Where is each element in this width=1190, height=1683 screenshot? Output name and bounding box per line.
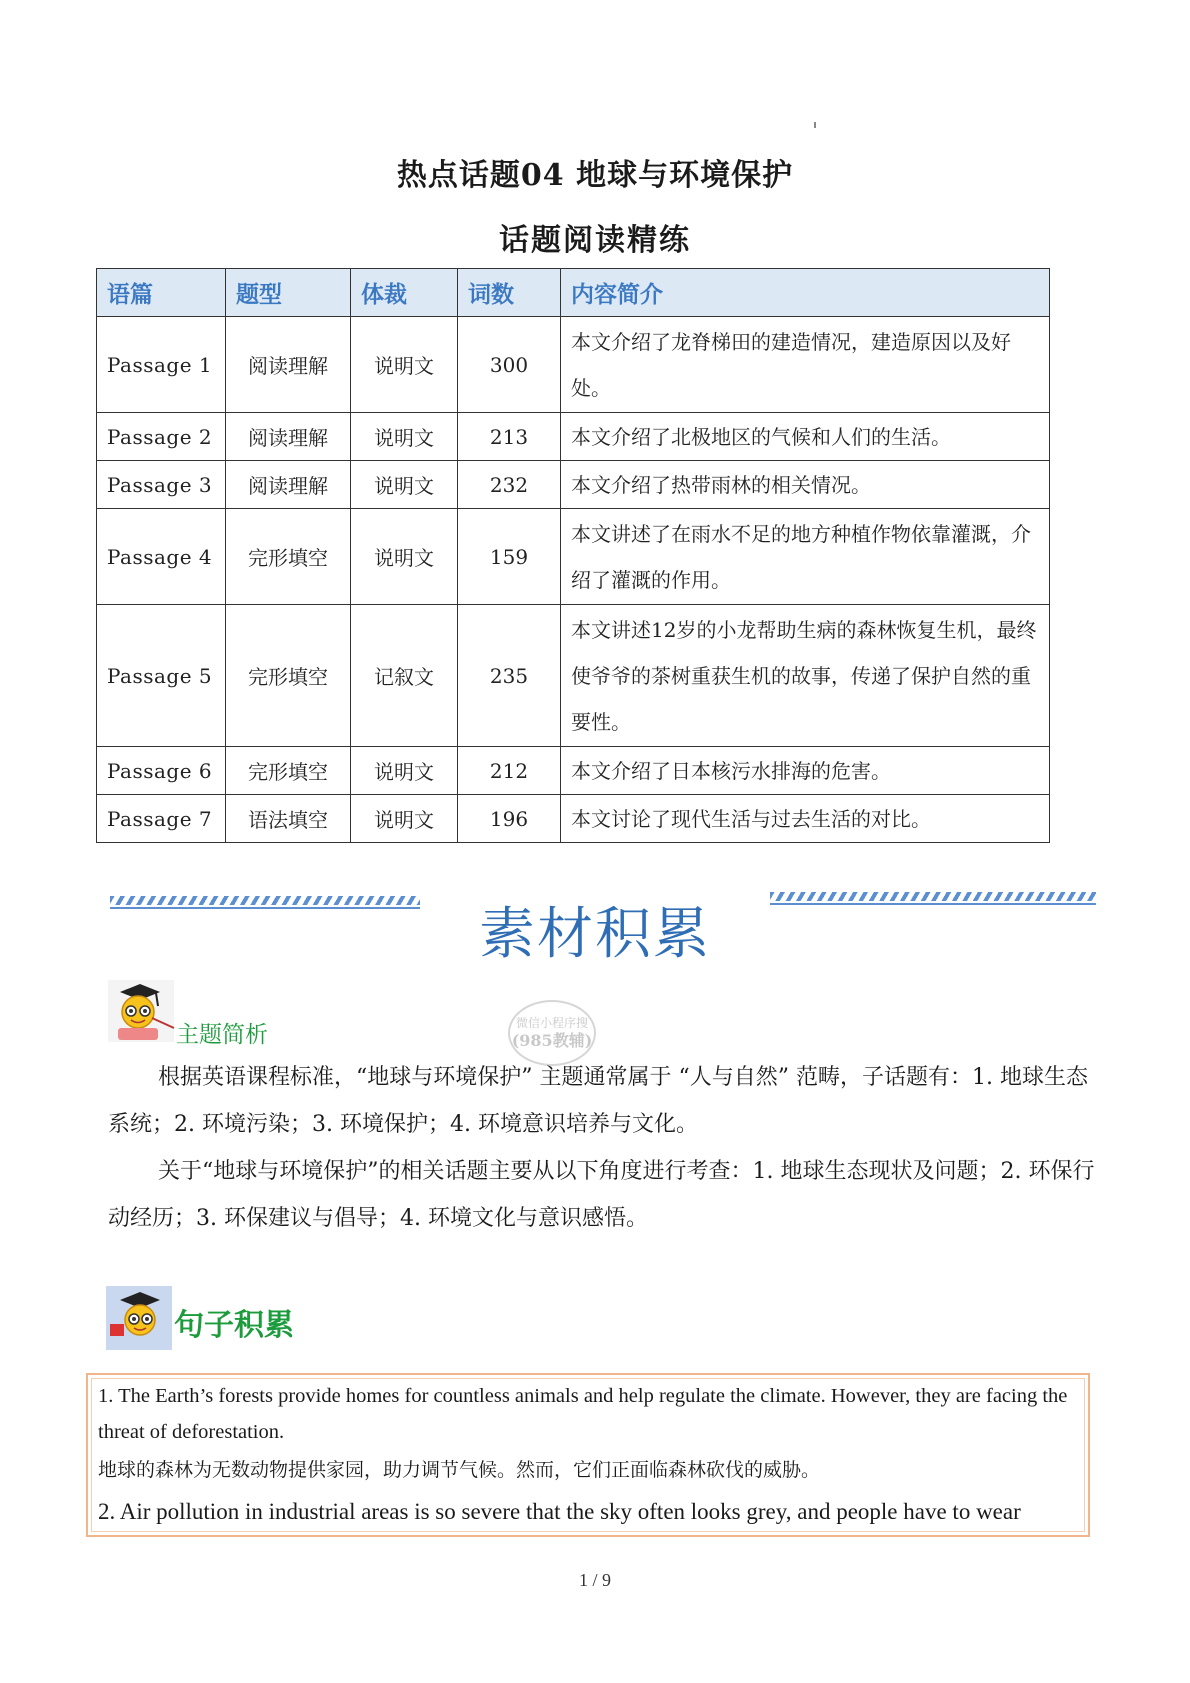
cell-words: 300	[458, 317, 561, 413]
cell-genre: 说明文	[351, 795, 458, 843]
cell-passage: Passage 2	[97, 413, 226, 461]
sentence-1-en: 1. The Earth’s forests provide homes for countless animals and help regulate the climate. However, they are facing the threat of deforestation.	[98, 1385, 1068, 1443]
header-words: 词数	[458, 269, 561, 317]
cell-words: 196	[458, 795, 561, 843]
cell-intro: 本文讲述了在雨水不足的地方种植作物依靠灌溉，介绍了灌溉的作用。	[561, 509, 1050, 605]
cell-intro: 本文讲述12岁的小龙帮助生病的森林恢复生机，最终使爷爷的茶树重获生机的故事，传递了保护自然的重要性。	[561, 605, 1050, 747]
page-number: 1 / 9	[578, 1570, 611, 1590]
cell-genre: 说明文	[351, 747, 458, 795]
sentences-heading: 句子积累	[174, 1308, 294, 1343]
theme-heading: 主题简析	[176, 1022, 268, 1048]
watermark-line1: 微信小程序搜	[515, 1016, 588, 1030]
cell-type: 阅读理解	[226, 461, 351, 509]
theme-paragraph-2	[108, 1148, 1098, 1242]
cell-intro: 本文介绍了龙脊梯田的建造情况，建造原因以及好处。	[561, 317, 1050, 413]
cell-intro: 本文讨论了现代生活与过去生活的对比。	[561, 795, 1050, 843]
page-title: 热点话题04 地球与环境保护	[396, 158, 794, 193]
section-banner: 素材积累	[479, 902, 711, 967]
cell-genre: 说明文	[351, 509, 458, 605]
cell-words: 213	[458, 413, 561, 461]
cell-type: 完形填空	[226, 747, 351, 795]
theme-paragraph-2-text: 关于“地球与环境保护”的相关话题主要从以下角度进行考查：1. 地球生态现状及问题；2. 环保行动经历；3. 环保建议与倡导；4. 环境文化与意识感悟。	[108, 1159, 1095, 1231]
banner-stripe-left	[110, 896, 420, 905]
table-row	[97, 795, 1050, 843]
sentence-2-en: 2. Air pollution in industrial areas is so severe that the sky often looks grey, and people have to wear	[98, 1499, 1021, 1524]
cell-words: 235	[458, 605, 561, 747]
banner-line-left	[110, 907, 420, 909]
header-type: 题型	[226, 269, 351, 317]
table-row	[97, 461, 1050, 509]
sentence-box	[86, 1373, 1090, 1537]
page-subtitle: 话题阅读精练	[499, 223, 691, 258]
cell-passage: Passage 6	[97, 747, 226, 795]
cell-words: 159	[458, 509, 561, 605]
table-header-row	[97, 269, 1050, 317]
cell-passage: Passage 4	[97, 509, 226, 605]
table-row	[97, 317, 1050, 413]
cell-passage: Passage 3	[97, 461, 226, 509]
cell-type: 完形填空	[226, 605, 351, 747]
cell-genre: 说明文	[351, 413, 458, 461]
mascot-teacher-icon	[106, 978, 176, 1044]
cell-passage: Passage 5	[97, 605, 226, 747]
cell-type: 完形填空	[226, 509, 351, 605]
cell-genre: 记叙文	[351, 605, 458, 747]
cell-intro: 本文介绍了热带雨林的相关情况。	[561, 461, 1050, 509]
table-row	[97, 747, 1050, 795]
table-row	[97, 413, 1050, 461]
header-genre: 体裁	[351, 269, 458, 317]
cell-passage: Passage 1	[97, 317, 226, 413]
theme-paragraph-1	[108, 1054, 1098, 1148]
banner-stripe-right	[770, 892, 1096, 901]
cell-genre: 说明文	[351, 461, 458, 509]
mascot-reader-icon	[106, 1286, 172, 1350]
cell-words: 232	[458, 461, 561, 509]
cell-type: 阅读理解	[226, 413, 351, 461]
cell-type: 阅读理解	[226, 317, 351, 413]
cell-words: 212	[458, 747, 561, 795]
theme-paragraph-1-text: 根据英语课程标准，“地球与环境保护” 主题通常属于 “人与自然” 范畴，子话题有：1. 地球生态系统；2. 环境污染；3. 环境保护；4. 环境意识培养与文化。	[108, 1065, 1088, 1137]
cell-intro: 本文介绍了日本核污水排海的危害。	[561, 747, 1050, 795]
banner-line-right	[770, 903, 1096, 905]
watermark-line2: (985教辅)	[511, 1031, 593, 1050]
passage-overview-table	[96, 268, 1050, 843]
cell-passage: Passage 7	[97, 795, 226, 843]
cell-genre: 说明文	[351, 317, 458, 413]
page-tick-mark	[814, 122, 816, 128]
header-intro: 内容简介	[561, 269, 1050, 317]
table-row	[97, 605, 1050, 747]
cell-intro: 本文介绍了北极地区的气候和人们的生活。	[561, 413, 1050, 461]
sentence-1-zh: 地球的森林为无数动物提供家园，助力调节气候。然而，它们正面临森林砍伐的威胁。	[98, 1459, 821, 1481]
cell-type: 语法填空	[226, 795, 351, 843]
table-row	[97, 509, 1050, 605]
header-passage: 语篇	[97, 269, 226, 317]
